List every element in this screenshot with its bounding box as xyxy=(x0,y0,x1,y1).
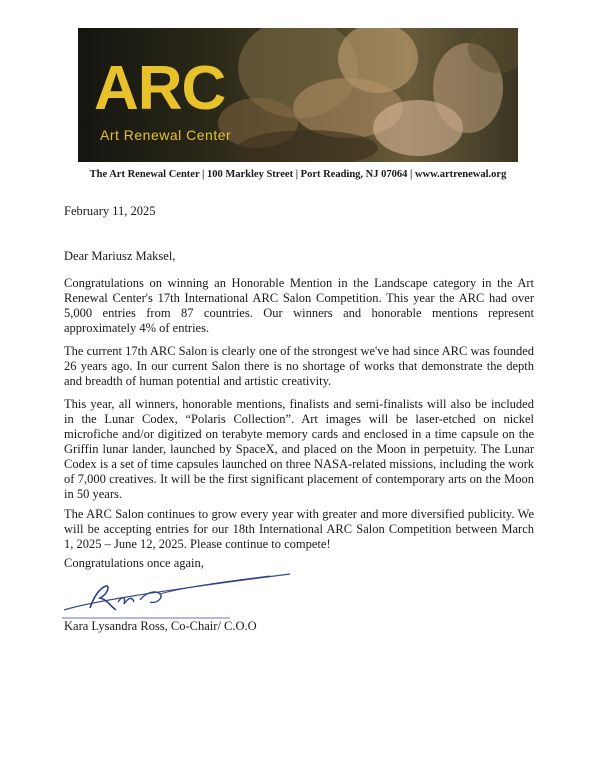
letter-closing: Congratulations once again, xyxy=(64,556,204,570)
letterhead-banner xyxy=(78,28,518,162)
logo-subtitle: Art Renewal Center xyxy=(100,127,232,143)
letterhead-address: The Art Renewal Center | 100 Markley Street | Port Reading, NJ 07064 | www.artrenewal.org xyxy=(89,169,507,180)
letter-paragraph: Congratulations on winning an Honorable Mention in the Landscape category in the Art Renewal Center's 17th International ARC Salon Competition. This year the ARC had over 5,000 entries from 87 countries. Our winners and honorable mentions represent approximately 4% of entries. xyxy=(64,276,534,335)
letter-paragraph: The current 17th ARC Salon is clearly one of the strongest we've had since ARC was founded 26 years ago. In our current Salon there is no shortage of works that demonstrate the depth and breadth of human potential and artistic creativity. xyxy=(64,344,534,388)
letter-salutation: Dear Mariusz Maksel, xyxy=(64,249,176,263)
letter-paragraph: The ARC Salon continues to grow every year with greater and more diversified publicity. We will be accepting entries for our 18th International ARC Salon Competition between March 1, 2025 – June 12, 2025. Please continue to compete! xyxy=(64,507,534,551)
signer-name: Kara Lysandra Ross, Co-Chair/ C.O.O xyxy=(64,619,257,633)
logo-text: ARC xyxy=(94,54,226,123)
letter-paragraph: This year, all winners, honorable mentions, finalists and semi-finalists will also be included in the Lunar Codex, “Polaris Collection”. Art images will be laser-etched on nickel microfiche and/or digitized on terabyte memory cards and enclosed in a time capsule on the Griffin lunar lander, launched by SpaceX, and placed on the Moon in perpetuity. The Lunar Codex is a set of time capsules launched on three NASA-related missions, including the work of 7,000 creatives. It will be the first significant placement of contemporary arts on the Moon in 50 years. xyxy=(64,397,534,501)
letter-date: February 11, 2025 xyxy=(64,204,156,218)
handwritten-signature xyxy=(60,566,300,622)
